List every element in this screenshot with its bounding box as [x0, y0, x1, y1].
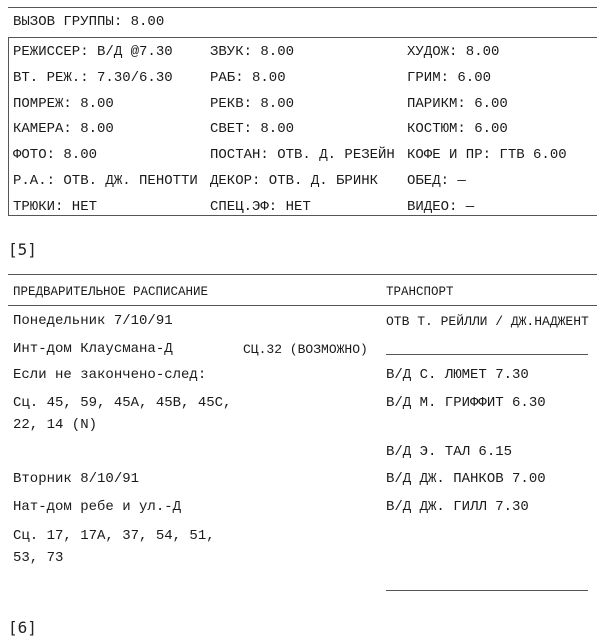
schedule-scene-possible: СЦ.32 (ВОЗМОЖНО) [243, 342, 368, 357]
transport-item-4: В/Д ДЖ. ПАНКОВ 7.00 [386, 471, 546, 487]
crew-ra: Р.А.: ОТВ. ДЖ. ПЕНОТТИ [13, 173, 198, 189]
schedule-header: ПРЕДВАРИТЕЛЬНОЕ РАСПИСАНИЕ [13, 285, 209, 299]
crew-makeup: ГРИМ: 6.00 [407, 70, 492, 86]
crew-lunch: ОБЕД: — [407, 173, 466, 189]
crew-director: РЕЖИССЕР: В/Д @7.30 [13, 44, 173, 60]
crew-production: ПОСТАН: ОТВ. Д. РЕЗЕЙН [210, 147, 395, 163]
transport-item-1: В/Д С. ЛЮМЕТ 7.30 [386, 367, 529, 383]
schedule-scenes-2b: 53, 73 [13, 550, 64, 566]
transport-item-5: В/Д ДЖ. ГИЛЛ 7.30 [386, 499, 529, 515]
schedule-day-2: Вторник 8/10/91 [13, 471, 140, 487]
call-rule [8, 37, 597, 38]
schedule-top-rule [8, 274, 597, 275]
schedule-location-2: Нат-дом ребе и ул.-Д [13, 499, 182, 515]
transport-bottom-rule [386, 590, 588, 591]
crew-decor: ДЕКОР: ОТВ. Д. БРИНК [210, 173, 379, 189]
crew-second-director: ВТ. РЕЖ.: 7.30/6.30 [13, 70, 173, 86]
crew-camera: КАМЕРА: 8.00 [13, 121, 114, 137]
crew-light: СВЕТ: 8.00 [210, 121, 295, 137]
schedule-if-not-finished: Если не закончено-след: [13, 367, 207, 383]
crew-sound: ЗВУК: 8.00 [210, 44, 295, 60]
top-rule [8, 7, 597, 8]
schedule-scenes-1b: 22, 14 (N) [13, 417, 98, 433]
transport-header: ТРАНСПОРТ [386, 285, 454, 299]
transport-lead: ОТВ Т. РЕЙЛЛИ / ДЖ.НАДЖЕНТ [386, 314, 589, 329]
transport-item-2: В/Д М. ГРИФФИТ 6.30 [386, 395, 546, 411]
crew-stunts: ТРЮКИ: НЕТ [13, 199, 98, 215]
schedule-scenes-2a: Сц. 17, 17А, 37, 54, 51, [13, 528, 215, 544]
schedule-day-1: Понедельник 7/10/91 [13, 313, 173, 329]
reference-marker-6: [6] [8, 618, 37, 637]
schedule-location-1: Инт-дом Клаусмана-Д [13, 341, 173, 357]
crew-hair: ПАРИКМ: 6.00 [407, 96, 508, 112]
crew-artist: ХУДОЖ: 8.00 [407, 44, 500, 60]
crew-video: ВИДЕО: — [407, 199, 475, 215]
reference-marker-5: [5] [8, 240, 37, 259]
crew-assistant-director: ПОМРЕЖ: 8.00 [13, 96, 114, 112]
crew-coffee: КОФЕ И ПР: ГТВ 6.00 [407, 147, 567, 163]
crew-props: РЕКВ: 8.00 [210, 96, 295, 112]
transport-item-3: В/Д Э. ТАЛ 6.15 [386, 444, 513, 460]
crew-sfx: СПЕЦ.ЭФ: НЕТ [210, 199, 311, 215]
schedule-scenes-1a: Сц. 45, 59, 45А, 45В, 45С, [13, 395, 232, 411]
crew-photo: ФОТО: 8.00 [13, 147, 98, 163]
group-call: ВЫЗОВ ГРУППЫ: 8.00 [13, 14, 165, 30]
transport-signature-rule [386, 354, 588, 355]
crew-left-border [8, 37, 9, 215]
crew-workers: РАБ: 8.00 [210, 70, 286, 86]
crew-costume: КОСТЮМ: 6.00 [407, 121, 508, 137]
schedule-header-rule [8, 305, 597, 306]
